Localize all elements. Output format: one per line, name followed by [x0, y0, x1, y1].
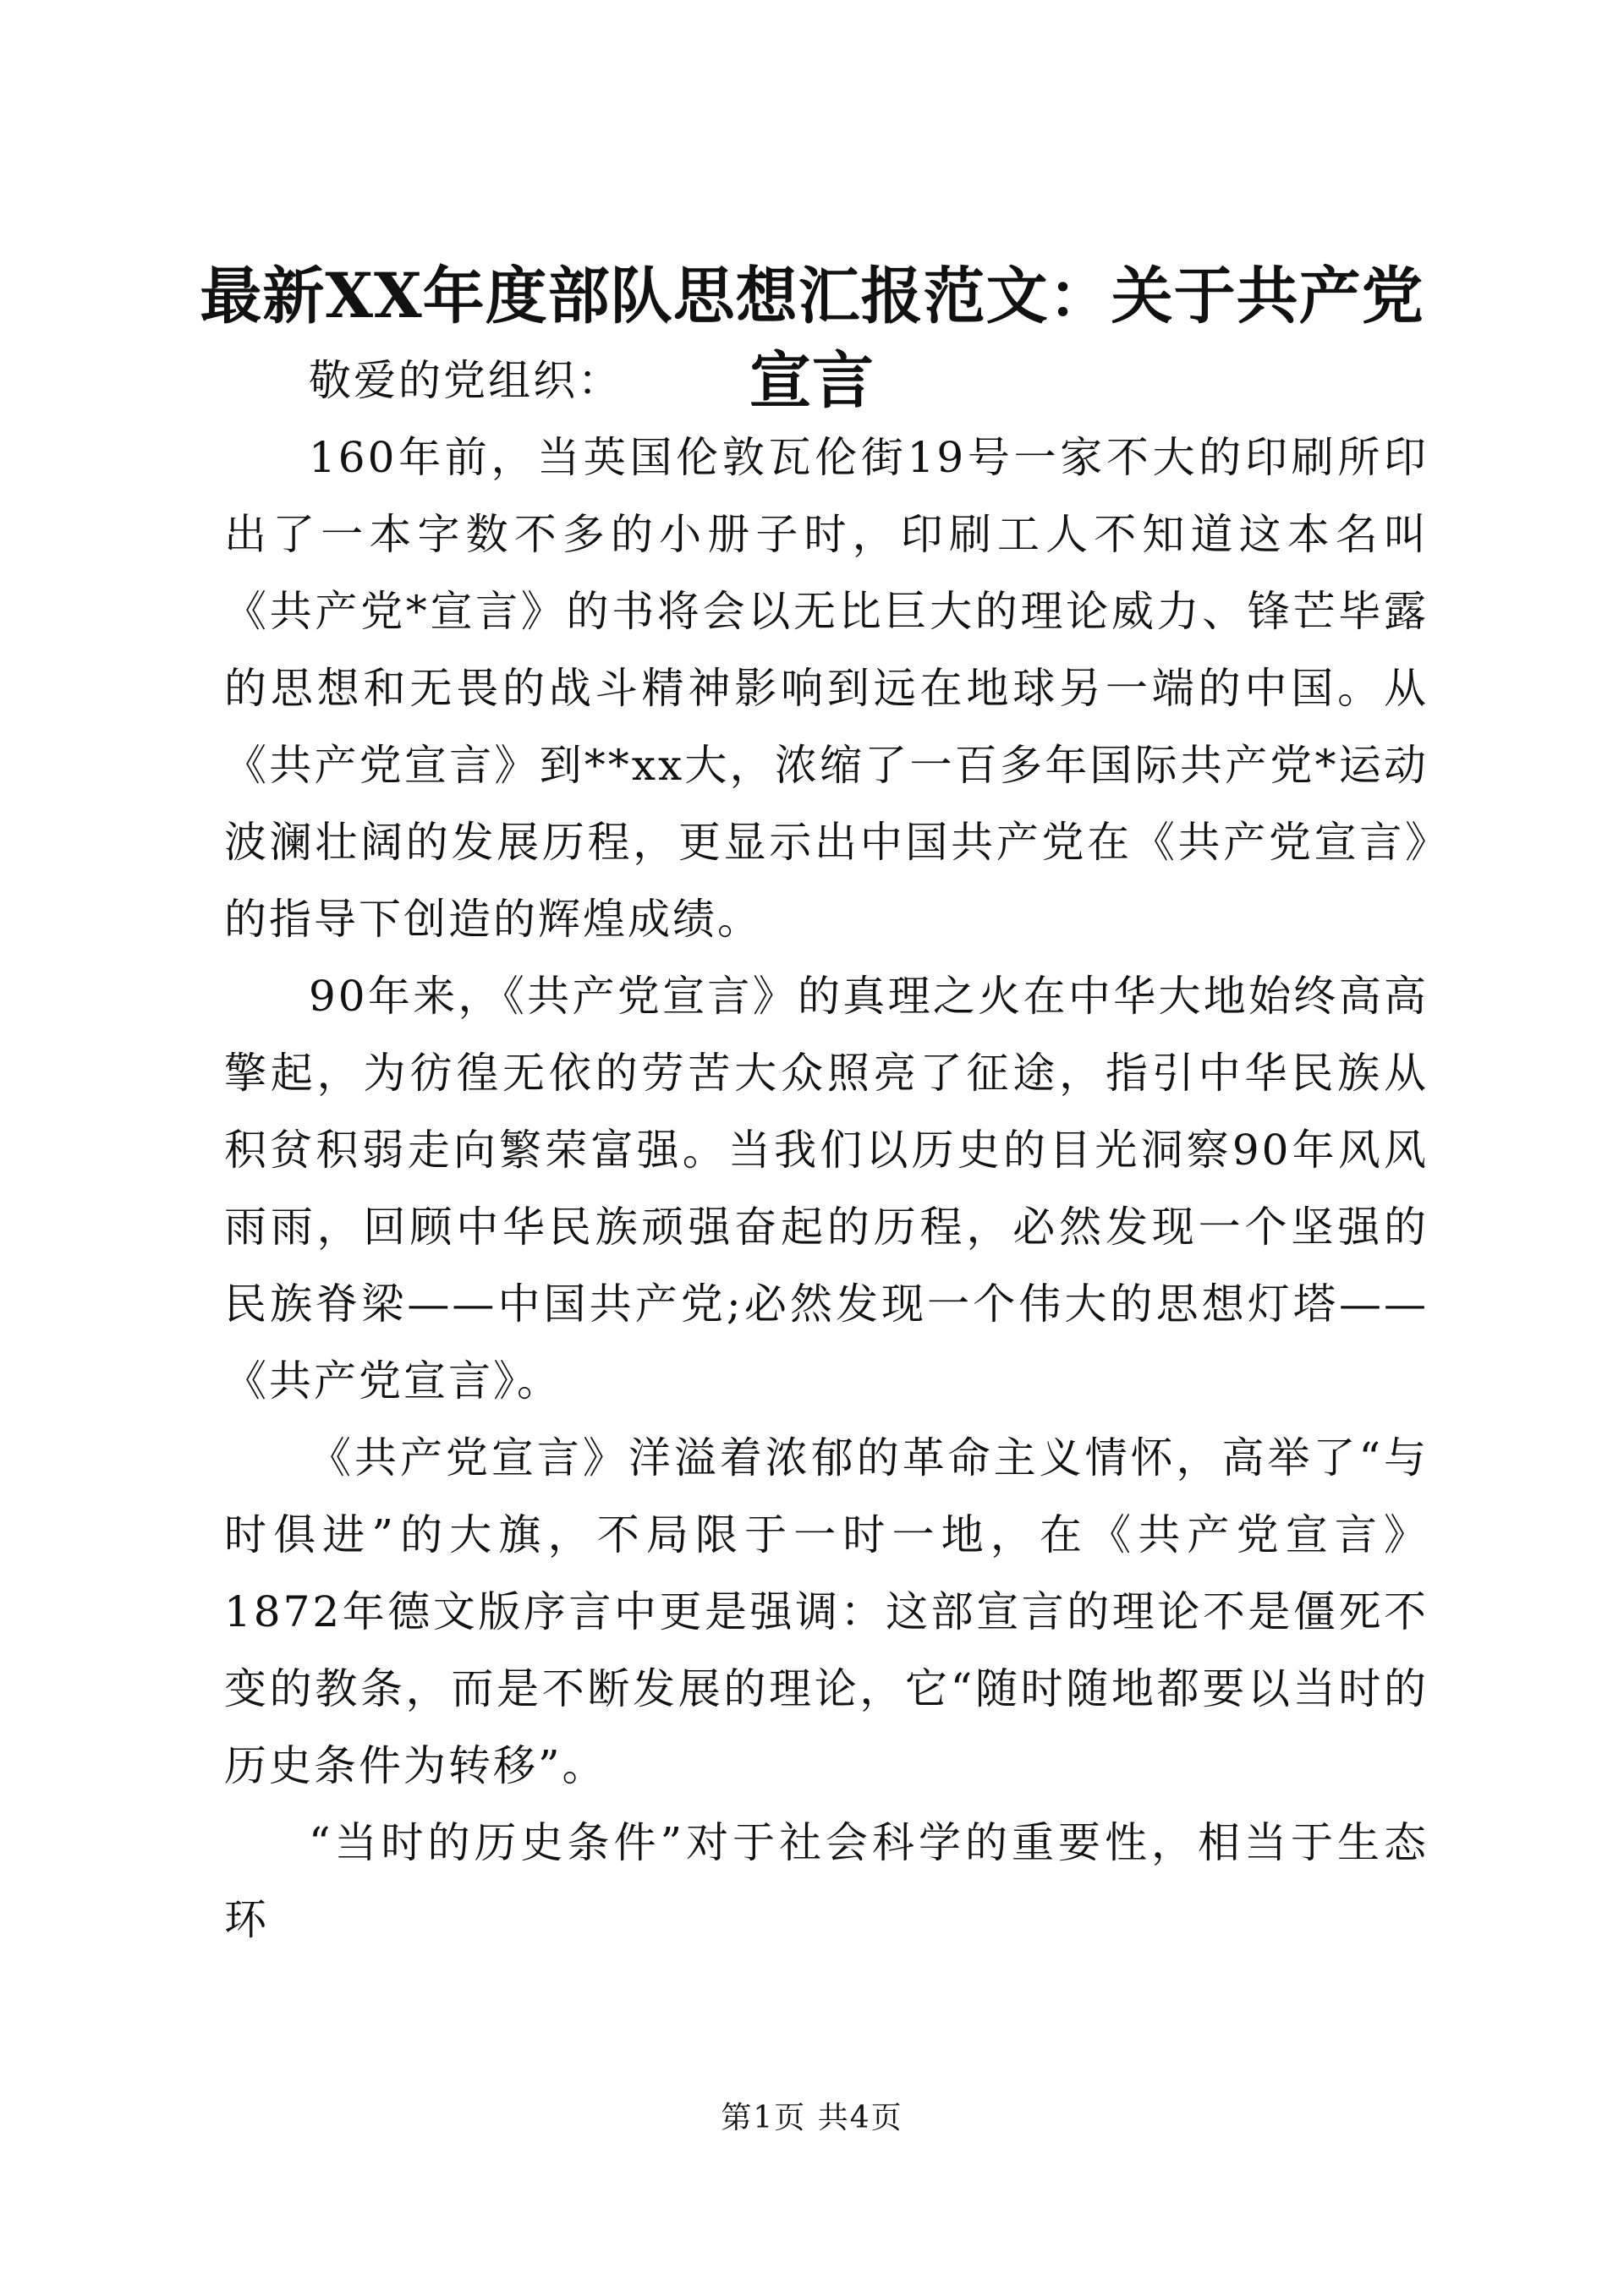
paragraph-2: 90年来，《共产党宣言》的真理之火在中华大地始终高高擎起，为彷徨无依的劳苦大众照亮了征途，指引中华民族从积贫积弱走向繁荣富强。当我们以历史的目光洞察90年风风雨雨，回顾中华民族顽强奋起的历程，必然发现一个坚强的民族脊梁——中国共产党;必然发现一个伟大的思想灯塔——《共产党宣言》。 [224, 972, 1429, 1406]
title-line-1: 最新XX年度部队思想汇报范文：关于共产党 [200, 260, 1424, 332]
salutation: 敬爱的党组织： [309, 356, 623, 405]
paragraph-3: 《共产党宣言》洋溢着浓郁的革命主义情怀，高举了“与时俱进”的大旗，不局限于一时一地，在《共产党宣言》1872年德文版序言中更是强调：这部宣言的理论不是僵死不变的教条，而是不断发展的理论，它“随时随地都要以当时的历史条件为转移”。 [224, 1433, 1429, 1790]
title-line-2: 宣言 [749, 344, 875, 417]
paragraph-4: “当时的历史条件”对于社会科学的重要性，相当于生态环 [224, 1818, 1429, 1944]
paragraph-1: 160年前，当英国伦敦瓦伦街19号一家不大的印刷所印出了一本字数不多的小册子时，印刷工人不知道这本名叫《共产党*宣言》的书将会以无比巨大的理论威力、锋芒毕露的思想和无畏的战斗精神影响到远在地球另一端的中国。从《共产党宣言》到**xx大，浓缩了一百多年国际共产党*运动波澜壮阔的发展历程，更显示出中国共产党在《共产党宣言》的指导下创造的辉煌成绩。 [224, 433, 1429, 944]
page-footer: 第1页 共4页 [721, 2101, 903, 2135]
document-body [224, 342, 1429, 1959]
